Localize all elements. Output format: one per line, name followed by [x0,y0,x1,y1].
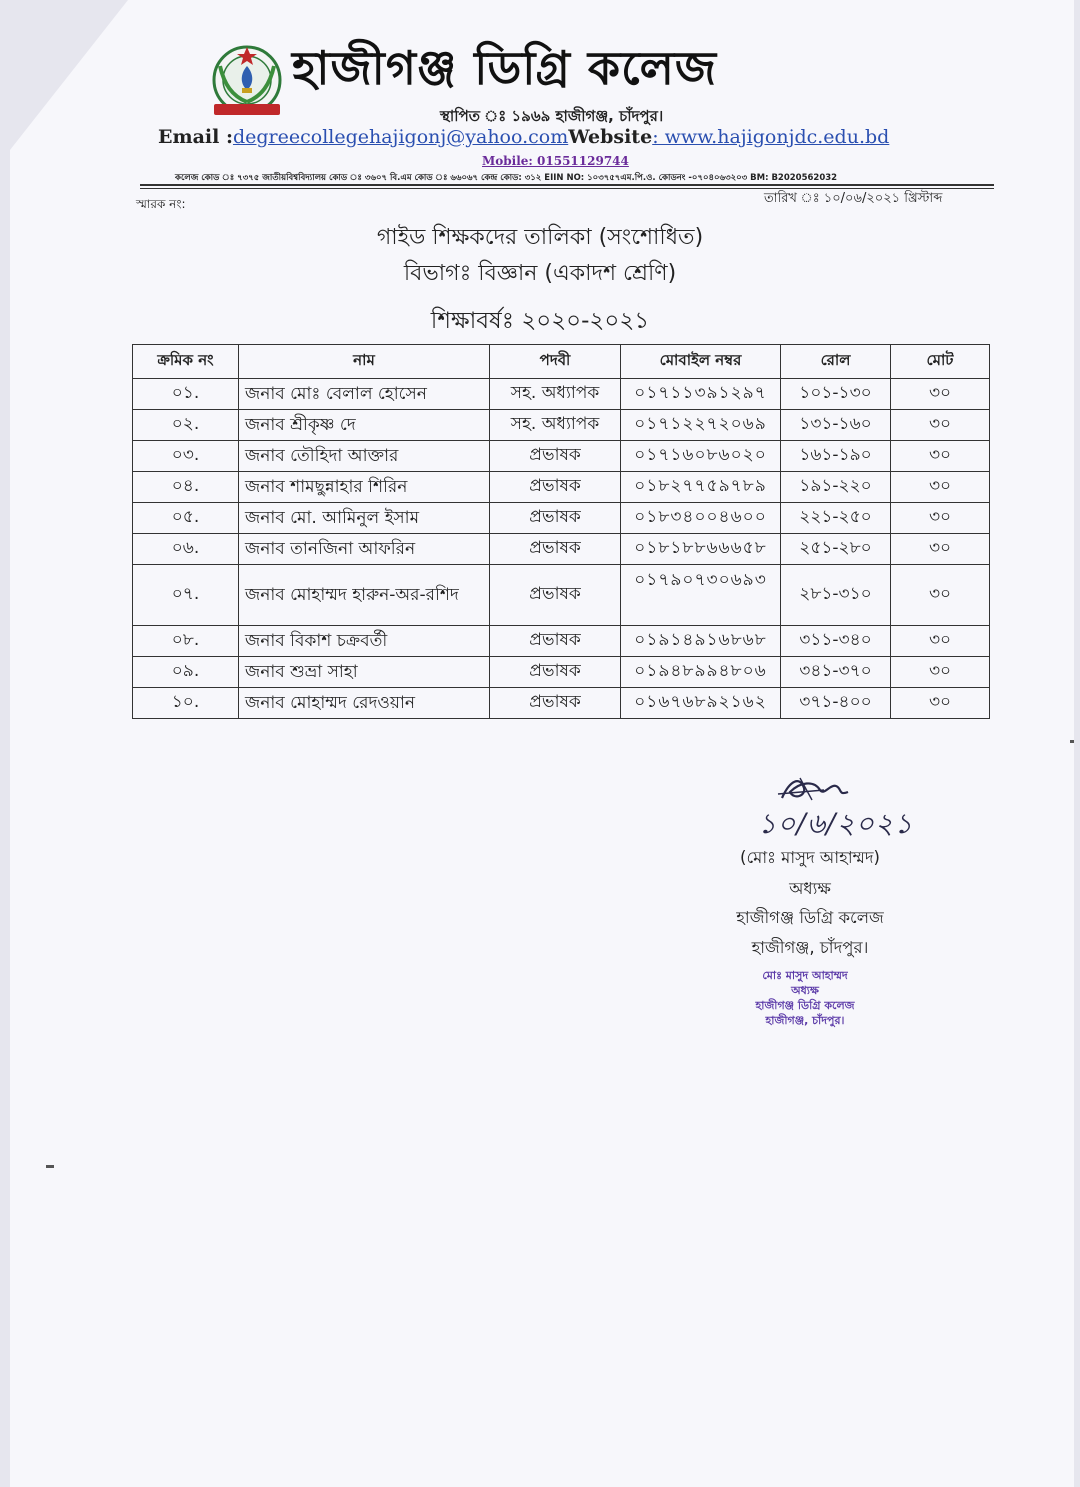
cell-name: জনাব মো. আমিনুল ইসাম [239,503,490,534]
cell-name: জনাব মোহাম্মদ হারুন-অর-রশিদ [239,565,490,626]
cell-roll: ১৬১-১৯০ [781,441,891,472]
stamp-line: হাজীগঞ্জ ডিগ্রি কলেজ [755,999,855,1012]
cell-designation: প্রভাষক [490,688,621,719]
cell-total: ৩০ [891,410,990,441]
table-row [133,472,990,503]
table-row [133,626,990,657]
cell-mobile: ০১৬৭৬৮৯২১৬২ [621,688,781,719]
cell-mobile: ০১৮১৮৮৬৬৬৫৮ [621,534,781,565]
table-row [133,565,990,626]
cell-total: ৩০ [891,503,990,534]
signature-date: ১০/৬/২০২১ [758,807,914,840]
cell-total: ৩০ [891,441,990,472]
document-date: তারিখ ঃ ১০/০৬/২০২১ খ্রিস্টাব্দ [764,191,943,206]
session-line: শিক্ষাবর্ষঃ ২০২০-২০২১ [430,308,650,334]
scan-mark [1070,740,1074,743]
cell-name: জনাব তানজিনা আফরিন [239,534,490,565]
cell-designation: সহ. অধ্যাপক [490,410,621,441]
table-header-row [133,345,990,379]
cell-serial: ০৪. [133,472,239,503]
cell-mobile: ০১৮২৭৭৫৯৭৮৯ [621,472,781,503]
cell-roll: ১৩১-১৬০ [781,410,891,441]
stamp-line: হাজীগঞ্জ, চাঁদপুর। [765,1014,845,1027]
cell-serial: ০৫. [133,503,239,534]
column-header: পদবী [490,345,621,379]
cell-mobile: ০১৭১১৩৯১২৯৭ [621,379,781,410]
cell-total: ৩০ [891,657,990,688]
table-row [133,441,990,472]
stamp-line: মোঃ মাসুদ আহাম্মদ [762,969,848,982]
column-header: মোট [891,345,990,379]
cell-designation: প্রভাষক [490,503,621,534]
official-stamp [720,968,890,1028]
contact-line [158,126,889,148]
cell-designation: প্রভাষক [490,534,621,565]
cell-mobile: ০১৭১২২৭২০৬৯ [621,410,781,441]
column-header: নাম [239,345,490,379]
cell-total: ৩০ [891,626,990,657]
column-header: ক্রমিক নং [133,345,239,379]
cell-mobile: ০১৯১৪৯১৬৮৬৮ [621,626,781,657]
cell-serial: ০৯. [133,657,239,688]
cell-roll: ২৮১-৩১০ [781,565,891,626]
cell-roll: ৩৪১-৩৭০ [781,657,891,688]
cell-designation: প্রভাষক [490,472,621,503]
cell-designation: প্রভাষক [490,441,621,472]
cell-roll: ১০১-১৩০ [781,379,891,410]
cell-roll: ২২১-২৫০ [781,503,891,534]
cell-name: জনাব মোহাম্মদ রেদওয়ান [239,688,490,719]
website-label: Website [568,126,653,148]
email-link[interactable]: degreecollegehajigonj@yahoo.com [232,126,569,148]
cell-serial: ১০. [133,688,239,719]
cell-roll: ৩১১-৩৪০ [781,626,891,657]
cell-total: ৩০ [891,534,990,565]
cell-serial: ০২. [133,410,239,441]
document-title: গাইড শিক্ষকদের তালিকা (সংশোধিত) [376,225,704,250]
table-row [133,503,990,534]
cell-name: জনাব তৌহিদা আক্তার [239,441,490,472]
column-header: রোল [781,345,891,379]
cell-name: জনাব শামছুন্নাহার শিরিন [239,472,490,503]
cell-serial: ০১. [133,379,239,410]
institution-codes: কলেজ কোড ঃ ৭৩৭৫ জাতীয়বিশ্ববিদ্যালয় কোড ঃ ৩৬০৭ বি.এম কোড ঃ ৬৬০৬৭ কেন্দ্র কোড: ৩১২ EIIN NO: ১০৩৭৫৭এম.পি.ও. কোডনং -০৭০৪০৬৩২০৩ BM: B2020562032 [175,173,838,183]
principal-name: (মোঃ মাসুদ আহাম্মদ) [740,848,880,867]
college-name: হাজীগঞ্জ ডিগ্রি কলেজ [292,41,718,95]
mobile-number: Mobile: 01551129744 [482,154,629,168]
memo-number: স্মারক নং: [136,197,186,211]
table-row [133,379,990,410]
cell-mobile: ০১৭৯০৭৩০৬৯৩ [621,565,781,626]
cell-designation: সহ. অধ্যাপক [490,379,621,410]
table-row [133,534,990,565]
scan-mark [46,1165,54,1168]
column-header: মোবাইল নম্বর [621,345,781,379]
cell-serial: ০৬. [133,534,239,565]
college-logo [208,44,286,120]
cell-mobile: ০১৭১৬০৮৬০২০ [621,441,781,472]
cell-name: জনাব শ্রীকৃষ্ণ দে [239,410,490,441]
cell-designation: প্রভাষক [490,626,621,657]
stamp-line: অধ্যক্ষ [791,984,819,997]
cell-total: ৩০ [891,472,990,503]
principal-college: হাজীগঞ্জ ডিগ্রি কলেজ [736,908,884,927]
established-line: স্থাপিত ঃ ১৯৬৯ হাজীগঞ্জ, চাঁদপুর। [440,107,664,125]
cell-designation: প্রভাষক [490,657,621,688]
principal-address: হাজীগঞ্জ, চাঁদপুর। [751,938,869,957]
cell-roll: ৩৭১-৪০০ [781,688,891,719]
table-row [133,688,990,719]
cell-serial: ০৮. [133,626,239,657]
guide-teachers-table [132,344,990,719]
cell-name: জনাব বিকাশ চক্রবর্তী [239,626,490,657]
table-row [133,410,990,441]
cell-designation: প্রভাষক [490,565,621,626]
principal-title: অধ্যক্ষ [789,879,831,898]
cell-total: ৩০ [891,565,990,626]
cell-mobile: ০১৯৪৮৯৯৪৮০৬ [621,657,781,688]
cell-mobile: ০১৮৩৪০০৪৬০০ [621,503,781,534]
header-rule [140,184,994,186]
cell-total: ৩০ [891,688,990,719]
cell-total: ৩০ [891,379,990,410]
cell-serial: ০৭. [133,565,239,626]
cell-serial: ০৩. [133,441,239,472]
cell-name: জনাব শুভ্রা সাহা [239,657,490,688]
website-link[interactable]: : www.hajigonjdc.edu.bd [652,126,890,148]
cell-roll: ১৯১-২২০ [781,472,891,503]
table-row [133,657,990,688]
email-label: Email : [158,126,233,148]
cell-roll: ২৫১-২৮০ [781,534,891,565]
cell-name: জনাব মোঃ বেলাল হোসেন [239,379,490,410]
department-line: বিভাগঃ বিজ্ঞান (একাদশ শ্রেণি) [403,261,677,286]
